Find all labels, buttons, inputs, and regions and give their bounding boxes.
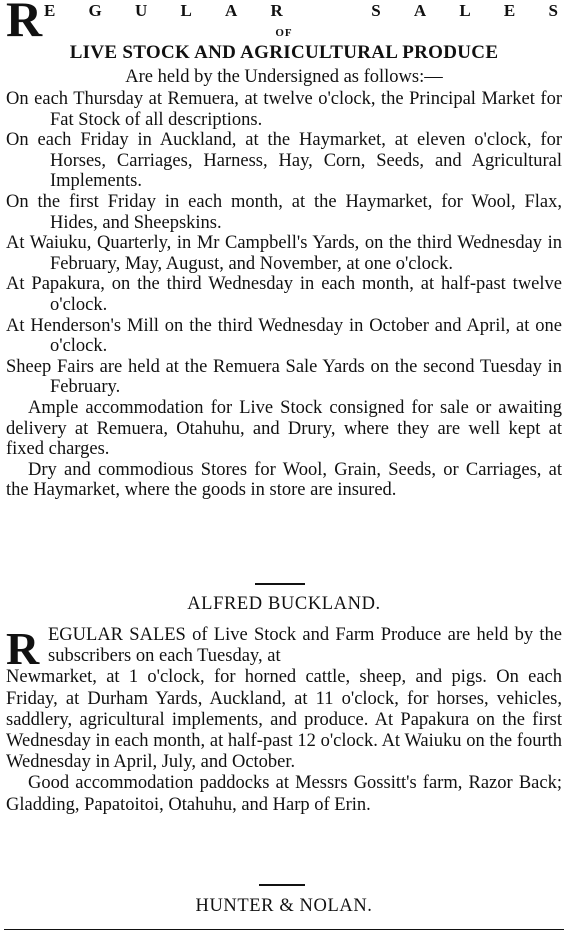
heading-letter: R xyxy=(270,1,283,20)
ad2-opening-text: EGULAR SALES of Live Stock and Farm Produce are held by the subscribers on each Tuesday, at xyxy=(48,625,562,667)
ad1-spaced-heading xyxy=(44,2,558,20)
schedule-item: On the first Friday in each month, at the Haymarket, for Wool, Flax, Hides, and Sheepskins. xyxy=(6,191,562,233)
heading-letter: L xyxy=(180,1,192,20)
schedule-item: At Papakura, on the third Wednesday in each month, at half-past twelve o'clock. xyxy=(6,274,562,315)
ad2-schedule-text: Newmarket, at 1 o'clock, for horned cattle, sheep, and pigs. On each Friday, at Durham Yards, Auckland, at 11 o'clock, for horses, vehicles, saddlery, agricultural implements, and produce. At Papakura on the first Wednesday in each month, at half-past 12 o'clock. At Waiuku on the fourth Wednesday in April, July, and October. xyxy=(6,667,562,773)
ad2-drop-letter: R xyxy=(6,623,40,674)
bottom-rule xyxy=(4,929,564,930)
schedule-item: At Henderson's Mill on the third Wednesday in October and April, at one o'clock. xyxy=(6,315,562,357)
heading-letter: U xyxy=(134,1,148,20)
heading-letter: A xyxy=(413,1,427,20)
heading-gap xyxy=(316,2,338,20)
heading-letter: L xyxy=(459,1,471,20)
schedule-item: Sheep Fairs are held at the Remuera Sale Yards on the second Tuesday in February. xyxy=(6,356,562,398)
heading-letter: S xyxy=(548,1,558,20)
ad2-accommodation-text: Good accommodation paddocks at Messrs Gossitt's farm, Razor Back; Gladding, Papatoitoi, Otahuhu, and Harp of Erin. xyxy=(6,773,562,815)
heading-letter: A xyxy=(225,1,238,20)
divider-rule xyxy=(255,583,305,585)
heading-letter: E xyxy=(44,1,56,20)
accommodation-paragraph: Ample accommodation for Live Stock consigned for sale or awaiting delivery at Remuera, Otahuhu, and Drury, where they are well kept at fixed charges. xyxy=(6,397,562,460)
ad1-drop-letter: R xyxy=(6,0,43,47)
heading-letter: E xyxy=(503,1,516,20)
ad1-intro: Are held by the Undersigned as follows:— xyxy=(125,67,443,87)
ad2-signature: HUNTER & NOLAN. xyxy=(195,896,373,916)
ad2-opening xyxy=(6,623,562,674)
stores-paragraph: Dry and commodious Stores for Wool, Grain, Seeds, or Carriages, at the Haymarket, where the goods in store are insured. xyxy=(6,459,562,501)
ad2-body xyxy=(6,625,562,816)
ad1-schedule xyxy=(6,89,562,501)
schedule-item: On each Friday in Auckland, at the Haymarket, at eleven o'clock, for Horses, Carriages, Harness, Hay, Corn, Seeds, and Agricultural Implements. xyxy=(6,130,562,192)
heading-letter: G xyxy=(88,1,102,20)
divider-rule xyxy=(259,884,305,886)
ad1-of: OF xyxy=(275,27,293,39)
heading-letter: S xyxy=(371,1,381,20)
ad1-signature: ALFRED BUCKLAND. xyxy=(187,594,381,614)
ad1-subtitle: LIVE STOCK AND AGRICULTURAL PRODUCE xyxy=(69,42,499,63)
schedule-item: At Waiuku, Quarterly, in Mr Campbell's Yards, on the third Wednesday in February, May, August, and November, at one o'clock. xyxy=(6,233,562,274)
schedule-item: On each Thursday at Remuera, at twelve o'clock, the Principal Market for Fat Stock of all descriptions. xyxy=(6,89,562,130)
